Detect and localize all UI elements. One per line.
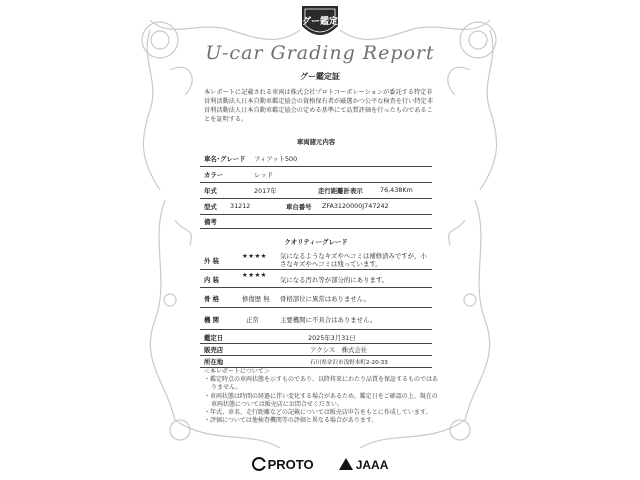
row-exterior — [200, 250, 432, 270]
frame-value: 修復歴 無 — [242, 295, 270, 303]
emblem-label: グー鑑定 — [301, 16, 338, 26]
row-color — [200, 167, 432, 183]
row-address — [200, 356, 432, 368]
row-remarks — [200, 215, 432, 229]
year-value: 2017年 — [254, 187, 277, 195]
car-name-label: 車名･グレード — [204, 155, 246, 163]
dealer-label: 販売店 — [204, 346, 224, 354]
exterior-label: 外 装 — [204, 257, 220, 265]
quality-section-heading: クオリティーグレード — [284, 238, 348, 246]
report-script-title: U-car Grading Report — [205, 42, 435, 64]
row-grading-date — [200, 332, 432, 344]
remarks-label: 備考 — [204, 218, 217, 226]
note-item: ・車両状態は時間の経過に伴い変化する場合があるため、鑑定日をご確認の上、現在の車両状態については販売店にお問合せください。 — [204, 392, 438, 408]
note-item: ・年式、車名、走行距離などの記載については販売店申告をもとに作成しています。 — [204, 409, 432, 417]
row-year-mileage — [200, 183, 432, 199]
intro-paragraph: 本レポートに記載される車両は株式会社プロトコーポレーションが委託する特定非営利活動法人日本自動車鑑定協会の資格保有者が厳選かつ公平な検査を行い特定非営利活動法人日本自動車鑑定協会の定める基準にて品質評価を行ったものであることを証明する。 — [204, 89, 433, 123]
interior-stars: ★★★★ — [242, 271, 267, 279]
proto-logo — [252, 457, 314, 472]
mileage-label: 走行距離計表示 — [318, 187, 363, 195]
jaaa-mark-icon — [339, 458, 353, 470]
row-engine — [200, 308, 432, 330]
proto-g-icon — [252, 457, 266, 471]
interior-comment: 気になる汚れ等が部分的にあります。 — [280, 276, 389, 284]
document-title: グー鑑定証 — [300, 72, 340, 81]
interior-label: 内 装 — [204, 276, 220, 284]
exterior-comment: 気になるようなキズやヘコミは補修済みですが、小さなキズやヘコミは残っています。 — [280, 252, 427, 268]
car-name-value: フィアット500 — [254, 155, 298, 163]
proto-logo-text: PROTO — [267, 457, 314, 472]
mileage-value: 76,438Km — [380, 186, 413, 194]
row-frame — [200, 288, 432, 308]
color-value: レッド — [254, 171, 274, 179]
footer-logos — [0, 454, 640, 476]
row-model-chassis — [200, 199, 432, 215]
note-item: ・評価については他検査機関等の評価と異なる場合があります。 — [204, 417, 378, 425]
address-value: 石川県金沢市浅野本町2-20-33 — [310, 360, 388, 366]
engine-comment: 主要機関に不具合はありません。 — [280, 316, 377, 324]
row-interior — [200, 270, 432, 288]
note-item: ・鑑定時点の車両状態を示すものであり、以降将来にわたり品質を保証するものではありません。 — [204, 376, 439, 392]
dealer-value: アクシス 株式会社 — [310, 346, 368, 354]
date-label: 鑑定日 — [204, 334, 224, 342]
row-car-name — [200, 150, 432, 167]
exterior-stars: ★★★★ — [242, 252, 267, 260]
frame-label: 骨 格 — [204, 295, 220, 303]
spec-section-heading: 車両諸元内容 — [296, 138, 336, 146]
notes-heading: ＜本レポートについて＞ — [204, 368, 270, 375]
chassis-label: 車台番号 — [286, 203, 312, 211]
year-label: 年式 — [204, 187, 217, 195]
chassis-value: ZFA3120000J747242 — [322, 202, 389, 210]
frame-comment: 骨格部位に異常はありません。 — [280, 295, 370, 303]
engine-label: 機 関 — [204, 316, 220, 324]
address-label: 所在地 — [204, 358, 224, 366]
notes-section — [204, 368, 440, 425]
model-value: 31212 — [230, 202, 251, 210]
color-label: カラー — [204, 171, 224, 179]
row-dealer — [200, 344, 432, 356]
model-label: 型式 — [204, 203, 217, 211]
jaaa-logo-text: JAAA — [355, 457, 389, 472]
date-value: 2025年3月31日 — [308, 334, 356, 342]
jaaa-logo — [339, 458, 389, 472]
engine-value: 正常 — [246, 316, 259, 324]
